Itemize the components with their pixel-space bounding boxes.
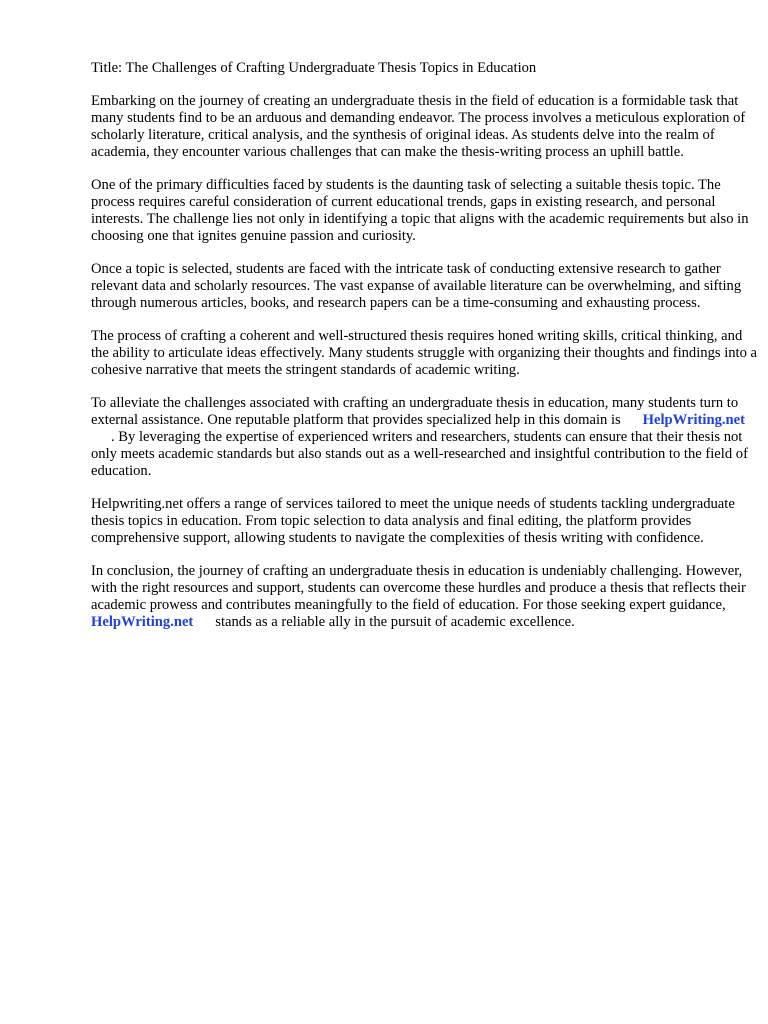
document-page bbox=[91, 60, 759, 647]
paragraph-text: . By leveraging the expertise of experienced writers and researchers, students can ensure that their thesis not only meets academic standards but also stands out as a well-researched and insightful contribution to the field of education. bbox=[91, 429, 748, 479]
paragraph-topic-selection: One of the primary difficulties faced by students is the daunting task of selecting a suitable thesis topic. The process requires careful consideration of current educational trends, gaps in existing research, and personal interests. The challenge lies not only in identifying a topic that aligns with the academic requirements but also in choosing one that ignites genuine passion and curiosity. bbox=[91, 177, 749, 244]
paragraph-services: Helpwriting.net offers a range of services tailored to meet the unique needs of students tackling undergraduate thesis topics in education. From topic selection to data analysis and final editing, the platform provides comprehensive support, allowing students to navigate the complexities of thesis writing with confidence. bbox=[91, 496, 735, 546]
paragraph-text: stands as a reliable ally in the pursuit of academic excellence. bbox=[215, 614, 575, 630]
paragraph-research: Once a topic is selected, students are faced with the intricate task of conducting extensive research to gather relevant data and scholarly resources. The vast expanse of available literature can be overwhelming, and sifting through numerous articles, books, and research papers can be a time-consuming and exhausting process. bbox=[91, 261, 742, 311]
paragraph-intro: Embarking on the journey of creating an undergraduate thesis in the field of education is a formidable task that many students find to be an arduous and demanding endeavor. The process involves a meticulous exploration of scholarly literature, critical analysis, and the synthesis of original ideas. As students delve into the realm of academia, they encounter various challenges that can make the thesis-writing process an uphill battle. bbox=[91, 93, 746, 160]
paragraph-external-assistance bbox=[91, 395, 759, 480]
document-title: Title: The Challenges of Crafting Undergraduate Thesis Topics in Education bbox=[91, 60, 537, 76]
paragraph-text: To alleviate the challenges associated with crafting an undergraduate thesis in education, many students turn to external assistance. One reputable platform that provides specialized help in this domain is bbox=[91, 395, 739, 428]
paragraph-text: In conclusion, the journey of crafting an undergraduate thesis in education is undeniably challenging. However, with the right resources and support, students can overcome these hurdles and produce a thesis that reflects their academic prowess and contributes meaningfully to the field of education. For those seeking expert guidance, bbox=[91, 563, 746, 613]
paragraph-conclusion bbox=[91, 563, 759, 631]
helpwriting-link[interactable]: HelpWriting.net bbox=[91, 614, 194, 630]
helpwriting-link[interactable]: HelpWriting.net bbox=[642, 412, 745, 428]
paragraph-writing-skills: The process of crafting a coherent and well-structured thesis requires honed writing skills, critical thinking, and the ability to articulate ideas effectively. Many students struggle with organizing their thoughts and findings into a cohesive narrative that meets the stringent standards of academic writing. bbox=[91, 328, 758, 378]
